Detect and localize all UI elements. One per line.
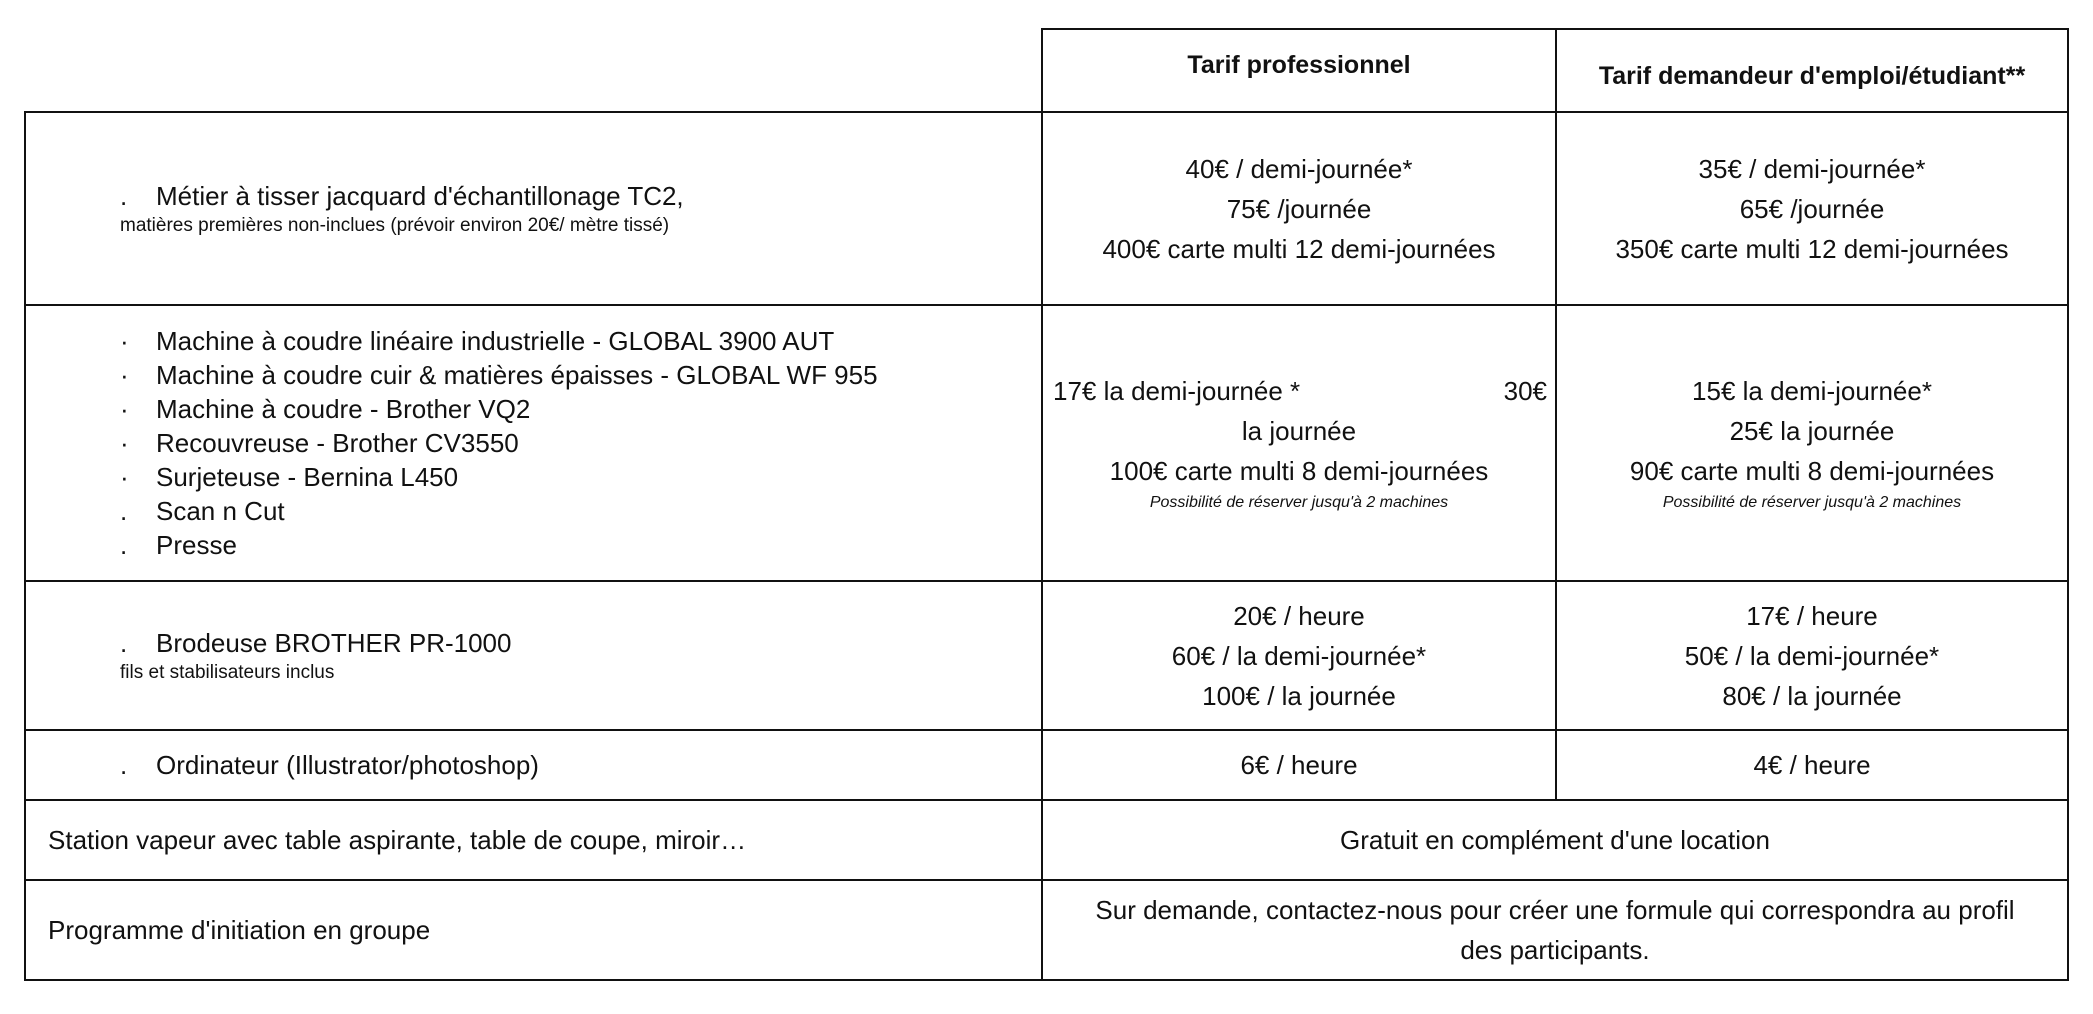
row-machines-reduced-price	[1555, 304, 2069, 582]
machine-label: Recouvreuse - Brother CV3550	[156, 428, 519, 458]
machine-label: Machine à coudre cuir & matières épaisses - GLOBAL WF 955	[156, 360, 878, 390]
price-note: Possibilité de réserver jusqu'à 2 machines	[1149, 494, 1449, 511]
row-computer-title: Ordinateur (Illustrator/photoshop)	[156, 750, 539, 780]
price-note: Possibilité de réserver jusqu'à 2 machines	[1662, 494, 1962, 511]
row-program-title: Programme d'initiation en groupe	[48, 914, 431, 945]
price-first-line	[1043, 371, 1555, 411]
row-tc2-reduced-price	[1555, 111, 2069, 306]
machine-label: Presse	[156, 530, 237, 560]
machine-item	[120, 358, 1041, 392]
price-line: Gratuit en complément d'une location	[1340, 825, 1770, 855]
price-line: 90€ carte multi 8 demi-journées	[1629, 456, 1995, 486]
row-steam-title: Station vapeur avec table aspirante, table de coupe, miroir…	[48, 824, 747, 855]
row-embroidery-reduced-price	[1555, 580, 2069, 731]
row-embroidery-title: Brodeuse BROTHER PR-1000	[156, 627, 512, 658]
header-reduced-label: Tarif demandeur d'emploi/étudiant**	[1598, 62, 2026, 90]
machine-item	[120, 494, 1041, 528]
price-line: 100€ carte multi 8 demi-journées	[1109, 456, 1489, 486]
row-embroidery-pro-price	[1041, 580, 1557, 731]
row-tc2-title-line	[120, 179, 1041, 213]
machine-item	[120, 324, 1041, 358]
row-computer-pro-price	[1041, 729, 1557, 801]
machine-item	[120, 528, 1041, 562]
machine-label: Surjeteuse - Bernina L450	[156, 462, 459, 492]
row-computer-description	[24, 729, 1043, 801]
row-embroidery-description	[24, 580, 1043, 731]
price-left: 17€ la demi-journée *	[1053, 376, 1301, 406]
price-line: 40€ / demi-journée*	[1185, 153, 1413, 184]
header-pro	[1041, 28, 1557, 113]
header-reduced	[1555, 28, 2069, 113]
bullet: ·	[120, 462, 129, 492]
price-line: 15€ la demi-journée*	[1692, 376, 1932, 406]
machine-item	[120, 392, 1041, 426]
row-embroidery-title-line	[120, 626, 1041, 660]
row-computer-reduced-price	[1555, 729, 2069, 801]
price-line: 400€ carte multi 12 demi-journées	[1102, 233, 1496, 264]
price-line: 50€ / la demi-journée*	[1684, 640, 1940, 671]
row-steam-price	[1041, 799, 2069, 881]
row-tc2-note: matières premières non-inclues (prévoir environ 20€/ mètre tissé)	[120, 214, 670, 236]
row-tc2-description	[24, 111, 1043, 306]
machine-label: Machine à coudre - Brother VQ2	[156, 394, 531, 424]
machine-label: Scan n Cut	[156, 496, 285, 526]
bullet: .	[120, 750, 128, 780]
bullet: ·	[120, 394, 129, 424]
bullet: ·	[120, 360, 129, 390]
bullet: .	[120, 627, 128, 658]
machine-item	[120, 460, 1041, 494]
price-line: 35€ / demi-journée*	[1698, 153, 1926, 184]
price-line: 20€ / heure	[1233, 600, 1365, 631]
row-embroidery-note: fils et stabilisateurs inclus	[120, 661, 335, 683]
price-line: 6€ / heure	[1240, 750, 1358, 780]
price-line: 350€ carte multi 12 demi-journées	[1615, 233, 2009, 264]
price-line: la journée	[1241, 416, 1357, 446]
row-tc2-title: Métier à tisser jacquard d'échantillonage TC2,	[156, 180, 684, 211]
row-machines-description	[24, 304, 1043, 582]
price-line: 80€ / la journée	[1722, 680, 1902, 711]
price-line: 25€ la journée	[1729, 416, 1895, 446]
row-program-description	[24, 879, 1043, 981]
price-right: 30€	[1503, 376, 1547, 406]
bullet: ·	[120, 326, 129, 356]
row-tc2-pro-price	[1041, 111, 1557, 306]
bullet: .	[120, 530, 128, 560]
price-line: des participants.	[1460, 935, 1650, 965]
price-line: 17€ / heure	[1746, 600, 1878, 631]
row-computer-title-line	[120, 748, 1041, 782]
machine-label: Machine à coudre linéaire industrielle - GLOBAL 3900 AUT	[156, 326, 835, 356]
row-steam-description	[24, 799, 1043, 881]
row-machines-pro-price	[1041, 304, 1557, 582]
price-line: 75€ /journée	[1226, 193, 1372, 224]
price-line: 60€ / la demi-journée*	[1171, 640, 1427, 671]
price-line: 65€ /journée	[1739, 193, 1885, 224]
machine-item	[120, 426, 1041, 460]
row-program-price	[1041, 879, 2069, 981]
bullet: .	[120, 180, 128, 211]
price-line: 4€ / heure	[1753, 750, 1871, 780]
price-line: 100€ / la journée	[1202, 680, 1396, 711]
bullet: .	[120, 496, 128, 526]
header-pro-label: Tarif professionnel	[1187, 51, 1411, 79]
price-line: Sur demande, contactez-nous pour créer une formule qui correspondra au profil	[1095, 895, 2015, 925]
bullet: ·	[120, 428, 129, 458]
